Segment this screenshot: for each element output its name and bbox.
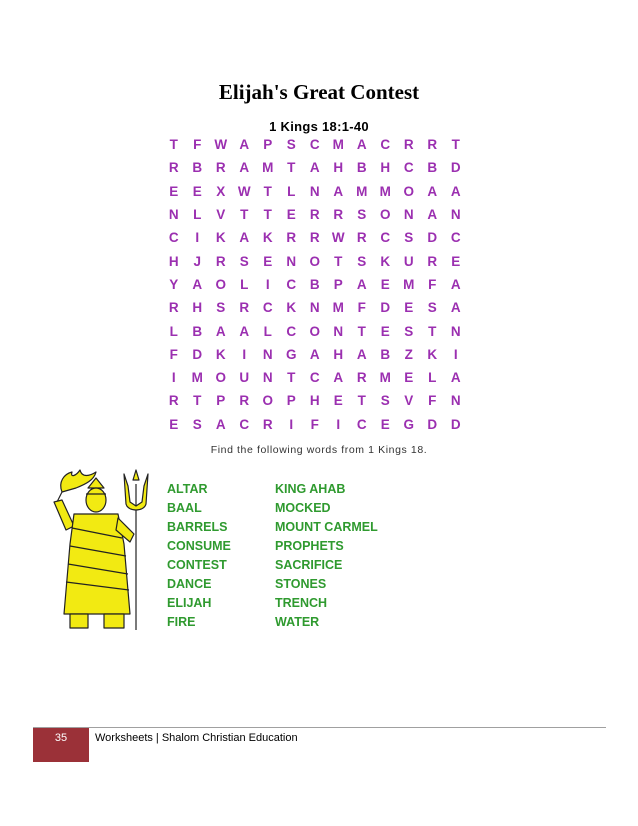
grid-letter: G — [285, 346, 297, 362]
grid-letter: I — [289, 416, 294, 432]
grid-letter: T — [428, 323, 437, 339]
grid-letter: K — [215, 230, 226, 246]
grid-letter: M — [379, 183, 391, 199]
grid-row — [162, 273, 468, 296]
grid-letter: T — [169, 137, 178, 153]
grid-letter: N — [333, 323, 344, 339]
grid-letter: A — [450, 300, 461, 316]
grid-row — [162, 343, 468, 366]
grid-letter: T — [287, 160, 296, 176]
grid-letter: A — [333, 183, 344, 199]
word-list-item: TRENCH — [275, 596, 328, 610]
grid-letter: R — [239, 300, 250, 316]
word-list-item: CONTEST — [167, 558, 227, 572]
word-list-item: FIRE — [167, 615, 196, 629]
grid-letter: E — [451, 253, 461, 269]
grid-letter: E — [380, 276, 390, 292]
grid-letter: B — [192, 160, 203, 176]
grid-letter: C — [262, 300, 273, 316]
grid-letter: F — [169, 346, 178, 362]
grid-letter: H — [380, 160, 391, 176]
grid-letter: F — [428, 276, 437, 292]
grid-letter: O — [403, 183, 414, 199]
grid-letter: R — [239, 393, 250, 409]
grid-letter: T — [334, 253, 343, 269]
grid-letter: C — [450, 230, 461, 246]
grid-letter: A — [239, 323, 250, 339]
grid-letter: S — [357, 207, 367, 223]
grid-row — [162, 180, 468, 203]
grid-letter: A — [427, 183, 438, 199]
grid-letter: D — [192, 346, 203, 362]
grid-letter: R — [215, 160, 226, 176]
grid-row — [162, 319, 468, 342]
grid-letter: X — [216, 183, 226, 199]
grid-letter: W — [331, 230, 345, 246]
grid-letter: A — [356, 137, 367, 153]
footer-divider — [33, 727, 606, 728]
grid-letter: R — [286, 230, 297, 246]
grid-letter: T — [263, 207, 272, 223]
word-list-item: BAAL — [167, 501, 202, 515]
grid-letter: T — [263, 183, 272, 199]
grid-letter: R — [427, 137, 438, 153]
word-list-item: CONSUME — [167, 539, 231, 553]
grid-letter: O — [262, 393, 273, 409]
grid-letter: C — [403, 160, 414, 176]
grid-row — [162, 296, 468, 319]
grid-letter: R — [168, 160, 179, 176]
grid-row — [162, 366, 468, 389]
grid-letter: I — [171, 370, 176, 386]
grid-letter: E — [286, 207, 296, 223]
grid-letter: P — [216, 393, 226, 409]
grid-letter: D — [450, 416, 461, 432]
grid-letter: M — [379, 370, 391, 386]
grid-letter: N — [450, 207, 461, 223]
grid-letter: A — [215, 416, 226, 432]
grid-letter: B — [309, 276, 320, 292]
grid-letter: S — [427, 300, 437, 316]
grid-letter: G — [403, 416, 414, 432]
grid-letter: Z — [404, 346, 413, 362]
grid-letter: E — [169, 183, 179, 199]
grid-letter: C — [309, 137, 320, 153]
grid-letter: M — [403, 276, 415, 292]
grid-letter: A — [427, 207, 438, 223]
grid-letter: O — [379, 207, 391, 223]
grid-letter: T — [287, 370, 296, 386]
grid-letter: D — [450, 160, 461, 176]
grid-letter: S — [404, 323, 414, 339]
grid-letter: M — [332, 300, 344, 316]
grid-letter: H — [333, 346, 344, 362]
grid-letter: N — [309, 300, 320, 316]
grid-letter: F — [310, 416, 319, 432]
grid-letter: S — [192, 416, 202, 432]
grid-letter: W — [214, 137, 228, 153]
grid-letter: R — [309, 230, 320, 246]
grid-letter: L — [169, 323, 178, 339]
grid-letter: D — [427, 230, 438, 246]
grid-letter: H — [168, 253, 179, 269]
grid-letter: A — [333, 370, 344, 386]
grid-letter: R — [403, 137, 414, 153]
word-list-item: PROPHETS — [275, 539, 344, 553]
grid-letter: L — [263, 323, 272, 339]
word-list-item: STONES — [275, 577, 327, 591]
grid-letter: B — [356, 160, 367, 176]
grid-letter: K — [286, 300, 297, 316]
grid-letter: E — [333, 393, 343, 409]
grid-letter: C — [380, 230, 391, 246]
grid-letter: Y — [169, 276, 179, 292]
grid-letter: S — [357, 253, 367, 269]
grid-letter: N — [450, 393, 461, 409]
grid-letter: F — [357, 300, 366, 316]
grid-letter: E — [263, 253, 273, 269]
grid-letter: K — [215, 346, 226, 362]
grid-letter: R — [356, 370, 367, 386]
grid-letter: R — [333, 207, 344, 223]
grid-letter: P — [263, 137, 273, 153]
word-list-right — [275, 480, 378, 632]
grid-letter: B — [192, 323, 203, 339]
grid-letter: A — [192, 276, 203, 292]
grid-letter: A — [239, 137, 250, 153]
grid-letter: C — [168, 230, 179, 246]
grid-letter: L — [193, 207, 202, 223]
word-list-left — [167, 480, 231, 632]
grid-letter: A — [215, 323, 226, 339]
grid-letter: R — [168, 393, 179, 409]
grid-letter: N — [450, 323, 461, 339]
grid-letter: W — [237, 183, 251, 199]
grid-letter: A — [239, 230, 250, 246]
grid-letter: T — [357, 393, 366, 409]
grid-letter: V — [216, 207, 226, 223]
grid-letter: I — [242, 346, 247, 362]
scripture-reference: 1 Kings 18:1-40 — [269, 119, 369, 134]
grid-letter: O — [309, 323, 320, 339]
grid-letter: F — [193, 137, 202, 153]
grid-letter: I — [265, 276, 270, 292]
grid-letter: F — [428, 393, 437, 409]
grid-letter: N — [403, 207, 414, 223]
grid-letter: U — [403, 253, 414, 269]
page-number: 35 — [54, 732, 68, 744]
grid-letter: A — [450, 370, 461, 386]
grid-letter: K — [380, 253, 391, 269]
grid-letter: C — [286, 276, 297, 292]
word-list-item: KING AHAB — [275, 482, 346, 496]
grid-letter: H — [333, 160, 344, 176]
word-list-item: WATER — [275, 615, 320, 629]
grid-letter: J — [193, 253, 201, 269]
grid-letter: V — [404, 393, 414, 409]
grid-row — [162, 389, 468, 412]
grid-letter: K — [427, 346, 438, 362]
grid-letter: A — [356, 276, 367, 292]
grid-letter: E — [192, 183, 202, 199]
grid-letter: M — [262, 160, 274, 176]
grid-letter: L — [428, 370, 437, 386]
grid-letter: B — [427, 160, 438, 176]
grid-letter: T — [357, 323, 366, 339]
grid-letter: H — [192, 300, 203, 316]
grid-letter: B — [380, 346, 391, 362]
grid-letter: A — [356, 346, 367, 362]
grid-letter: R — [168, 300, 179, 316]
elijah-figure-icon — [40, 464, 165, 634]
grid-letter: K — [262, 230, 273, 246]
grid-letter: N — [262, 346, 273, 362]
footer-text: Worksheets | Shalom Christian Education — [95, 732, 298, 744]
grid-row — [162, 203, 468, 226]
grid-letter: E — [404, 300, 414, 316]
grid-letter: P — [286, 393, 296, 409]
grid-row — [162, 413, 468, 436]
word-search-grid — [162, 133, 468, 436]
grid-letter: N — [168, 207, 179, 223]
grid-letter: S — [286, 137, 296, 153]
grid-row — [162, 156, 468, 179]
word-list-item: MOUNT CARMEL — [275, 520, 378, 534]
grid-letter: H — [309, 393, 320, 409]
grid-letter: S — [216, 300, 226, 316]
grid-letter: M — [191, 370, 203, 386]
grid-letter: N — [309, 183, 320, 199]
word-list-item: MOCKED — [275, 501, 331, 515]
grid-letter: A — [450, 183, 461, 199]
instructions: Find the following words from 1 Kings 18. — [210, 444, 428, 456]
grid-letter: C — [239, 416, 250, 432]
grid-letter: E — [169, 416, 179, 432]
grid-letter: R — [309, 207, 320, 223]
grid-letter: A — [450, 276, 461, 292]
grid-letter: E — [404, 370, 414, 386]
grid-letter: R — [356, 230, 367, 246]
grid-letter: D — [427, 416, 438, 432]
grid-letter: T — [193, 393, 202, 409]
grid-letter: S — [404, 230, 414, 246]
grid-letter: N — [286, 253, 297, 269]
word-list-item: SACRIFICE — [275, 558, 343, 572]
grid-letter: U — [239, 370, 250, 386]
grid-letter: P — [333, 276, 343, 292]
grid-letter: T — [451, 137, 460, 153]
grid-letter: C — [286, 323, 297, 339]
grid-letter: C — [356, 416, 367, 432]
grid-letter: N — [262, 370, 273, 386]
grid-letter: O — [215, 370, 226, 386]
grid-row — [162, 226, 468, 249]
grid-letter: I — [453, 346, 458, 362]
grid-letter: T — [240, 207, 249, 223]
grid-letter: R — [262, 416, 273, 432]
grid-letter: A — [239, 160, 250, 176]
grid-letter: S — [380, 393, 390, 409]
grid-letter: O — [309, 253, 320, 269]
grid-letter: A — [309, 346, 320, 362]
grid-letter: S — [239, 253, 249, 269]
word-list-item: ALTAR — [167, 482, 208, 496]
grid-letter: R — [215, 253, 226, 269]
grid-letter: M — [356, 183, 368, 199]
grid-letter: C — [309, 370, 320, 386]
grid-letter: L — [287, 183, 296, 199]
grid-letter: A — [309, 160, 320, 176]
grid-letter: D — [380, 300, 391, 316]
word-list-item: BARRELS — [167, 520, 228, 534]
grid-letter: C — [380, 137, 391, 153]
grid-letter: I — [195, 230, 200, 246]
page-title: Elijah's Great Contest — [218, 80, 420, 104]
grid-letter: E — [380, 323, 390, 339]
grid-letter: O — [215, 276, 226, 292]
grid-row — [162, 249, 468, 272]
word-list-item: DANCE — [167, 577, 212, 591]
grid-letter: E — [380, 416, 390, 432]
grid-letter: L — [240, 276, 249, 292]
grid-row — [162, 133, 468, 156]
grid-letter: M — [332, 137, 344, 153]
grid-letter: I — [336, 416, 341, 432]
grid-letter: R — [427, 253, 438, 269]
word-list-item: ELIJAH — [167, 596, 212, 610]
